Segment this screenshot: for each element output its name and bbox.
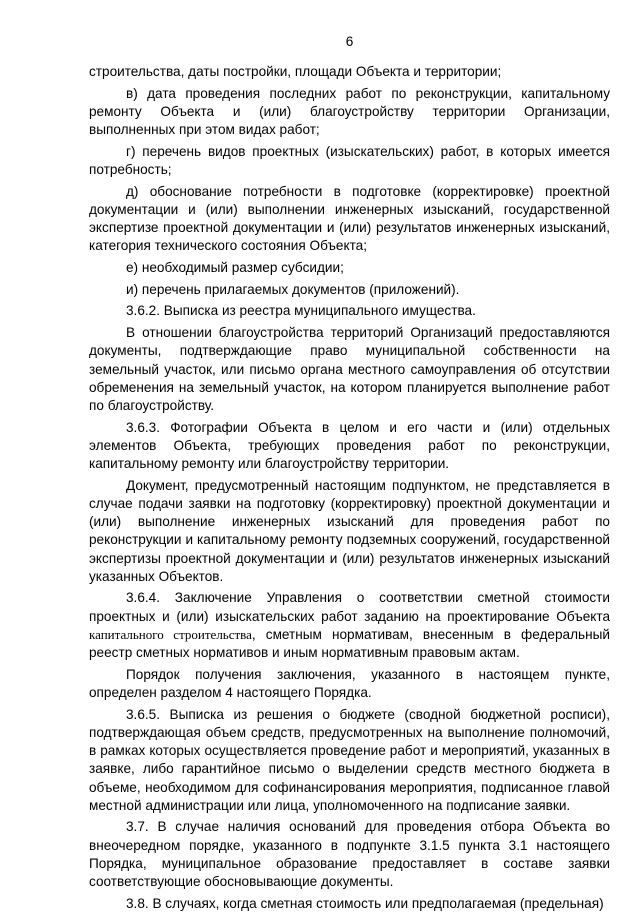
paragraph-continuation: строительства, даты постройки, площади Объекта и территории; — [89, 64, 502, 79]
paragraph-3-6-4 — [89, 589, 610, 662]
paragraph-landscaping-documents: В отношении благоустройства территорий Организаций предоставляются документы, подтверждающие право муниципальной собственности на земельный участок, или письмо органа местного самоуправления об отсутствии обременения на земельный участок, на котором планируется выполнение работ по благоустройству. — [89, 325, 610, 413]
paragraph-document-exception: Документ, предусмотренный настоящим подпунктом, не представляется в случае подачи заявки на подготовку (корректировку) проектной документации и (или) выполнение инженерных изысканий для проведения работ по реконструкции и капитальному ремонту подземных сооружений, государственной экспертизы проектной документации и (или) результатов инженерных изысканий указанных Объектов. — [89, 477, 610, 584]
paragraph-item-d: д) обоснование потребности в подготовке (корректировке) проектной документации и (или) выполнении инженерных изысканий, государственной экспертизе проектной документации и (или) результатов инженерных изысканий, категория технического состояния Объекта; — [89, 183, 610, 254]
paragraph-3-6-3: 3.6.3. Фотографии Объекта в целом и его части и (или) отдельных элементов Объекта, требующих проведения работ по реконструкции, капитальному ремонту или благоустройству территории. — [89, 419, 610, 472]
paragraph-item-g: г) перечень видов проектных (изыскательских) работ, в которых имеется потребность; — [89, 143, 610, 178]
paragraph-conclusion-procedure: Порядок получения заключения, указанного в настоящем пункте, определен разделом 4 настоящего Порядка. — [89, 666, 610, 700]
paragraph-3-6-5: 3.6.5. Выписка из решения о бюджете (сводной бюджетной росписи), подтверждающая объем средств, предусмотренных на выполнение полномочий, в рамках которых осуществляется проведение работ и мероприятий, указанных в заявке, либо гарантийное письмо о выделении средств местного бюджета в объеме, необходимом для софинансирования мероприятия, подписанное главой местной администрации или лица, уполномоченного на подписание заявки. — [89, 706, 610, 813]
paragraph-3-6-4-part-3: , сметным нормативам, внесенным в федеральный реестр сметных нормативов и иным нормативным правовым актам. — [89, 626, 610, 661]
paragraph-3-6-4-part-2: капитального строительства — [89, 626, 252, 642]
paragraph-item-e: е) необходимый размер субсидии; — [126, 260, 344, 276]
paragraph-3-8: 3.8. В случаях, когда сметная стоимость или предполагаемая (предельная) — [126, 895, 604, 911]
paragraph-item-v: в) дата проведения последних работ по реконструкции, капитальному ремонту Объекта и (или) благоустройству территории Организации, выполненных при этом видах работ; — [89, 85, 610, 138]
page-number: 6 — [345, 34, 354, 49]
paragraph-item-i: и) перечень прилагаемых документов (приложений). — [126, 281, 460, 297]
paragraph-3-6-4-part-1: 3.6.4. Заключение Управления о соответствии сметной стоимости проектных и (или) изыскательских работ заданию на проектирование Объекта — [89, 590, 610, 624]
paragraph-3-7: 3.7. В случае наличия оснований для проведения отбора Объекта во внеочередном порядке, указанного в подпункте 3.1.5 пункта 3.1 настоящего Порядка, муниципальное образование предоставляет в составе заявки соответствующие обосновывающие документы. — [89, 819, 610, 890]
paragraph-3-6-2: 3.6.2. Выписка из реестра муниципального имущества. — [126, 303, 476, 319]
